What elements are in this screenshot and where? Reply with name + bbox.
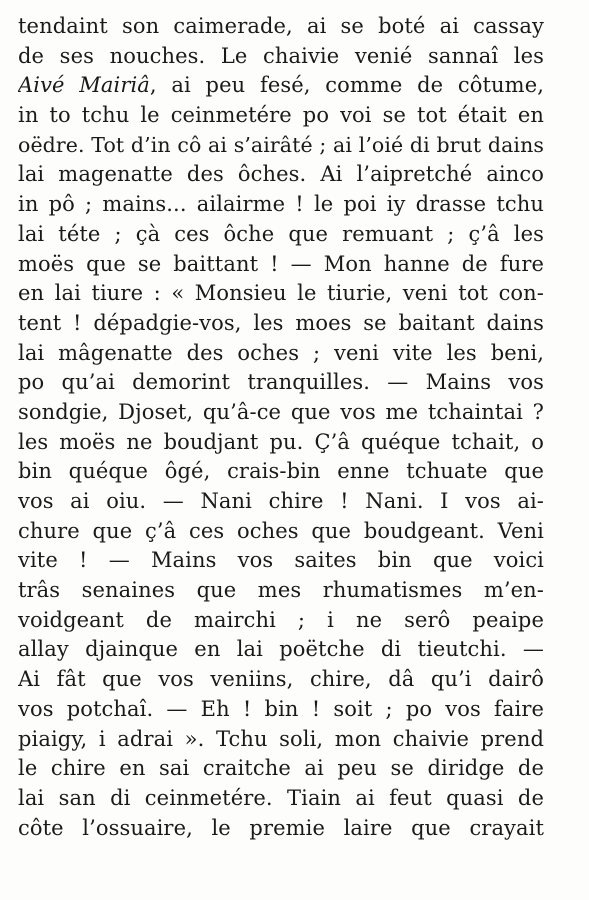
text-line: de ses nouches. Le chaivie venié sannaî les (18, 43, 544, 68)
text-line: lai téte ; çà ces ôche que remuant ; ç’â les (18, 221, 544, 246)
text-line: tent ! dépadgie-vos, les moes se baitant dains (18, 310, 544, 335)
text-line: le chire en sai craitche ai peu se diridge de (18, 756, 544, 781)
text-line: allay djainque en lai poëtche di tieutchi. — (18, 637, 544, 662)
text-line: trâs senaines que mes rhumatismes m’en- (18, 578, 544, 603)
text-line: Ai fât que vos veniins, chire, dâ qu’i dairô (18, 667, 544, 692)
text-line: les moës ne boudjant pu. Ç’â quéque tchait, o (18, 429, 544, 454)
text-line: voidgeant de mairchi ; i ne serô peaipe (18, 607, 544, 632)
text-line: Aivé Mairiâ, ai peu fesé, comme de côtume, (18, 73, 544, 98)
text-line: vos potchaî. — Eh ! bin ! soit ; po vos faire (18, 696, 544, 721)
text-line: lai mâgenatte des oches ; veni vite les beni, (18, 340, 544, 365)
text-line: en lai tiure : « Monsieu le tiurie, veni tot con- (18, 281, 544, 306)
text-line: oëdre. Tot d’in cô ai s’airâté ; ai l’oié di brut dains (18, 132, 544, 157)
body-text (18, 12, 544, 843)
text-line: côte l’ossuaire, le premie laire que crayait (18, 815, 544, 840)
text-line: lai magenatte des ôches. Ai l’aipretché ainco (18, 162, 544, 187)
text-line: vos ai oiu. — Nani chire ! Nani. I vos ai- (18, 489, 544, 513)
text-line: po qu’ai demorint tranquilles. — Mains vos (18, 370, 544, 395)
text-line: in pô ; mains... ailairme ! le poi iy drasse tchu (18, 192, 544, 217)
text-line: moës que se baittant ! — Mon hanne de fure (18, 251, 544, 276)
text-line: chure que ç’â ces oches que boudgeant. Veni (18, 518, 544, 543)
text-line: vite ! — Mains vos saites bin que voici (18, 548, 544, 573)
text-line: sondgie, Djoset, qu’â-ce que vos me tchaintai ? (18, 399, 544, 424)
text-line: bin quéque ôgé, crais-bin enne tchuate que (18, 459, 544, 484)
text-line: in to tchu le ceinmetére po voi se tot était en (18, 103, 544, 128)
text-line: piaigy, i adrai ». Tchu soli, mon chaivie prend (18, 726, 544, 751)
italic-phrase: Aivé Mairiâ (18, 73, 150, 98)
text-line: tendaint son caimerade, ai se boté ai cassay (18, 14, 544, 38)
text-line: lai san di ceinmetére. Tiain ai feut quasi de (18, 785, 544, 810)
